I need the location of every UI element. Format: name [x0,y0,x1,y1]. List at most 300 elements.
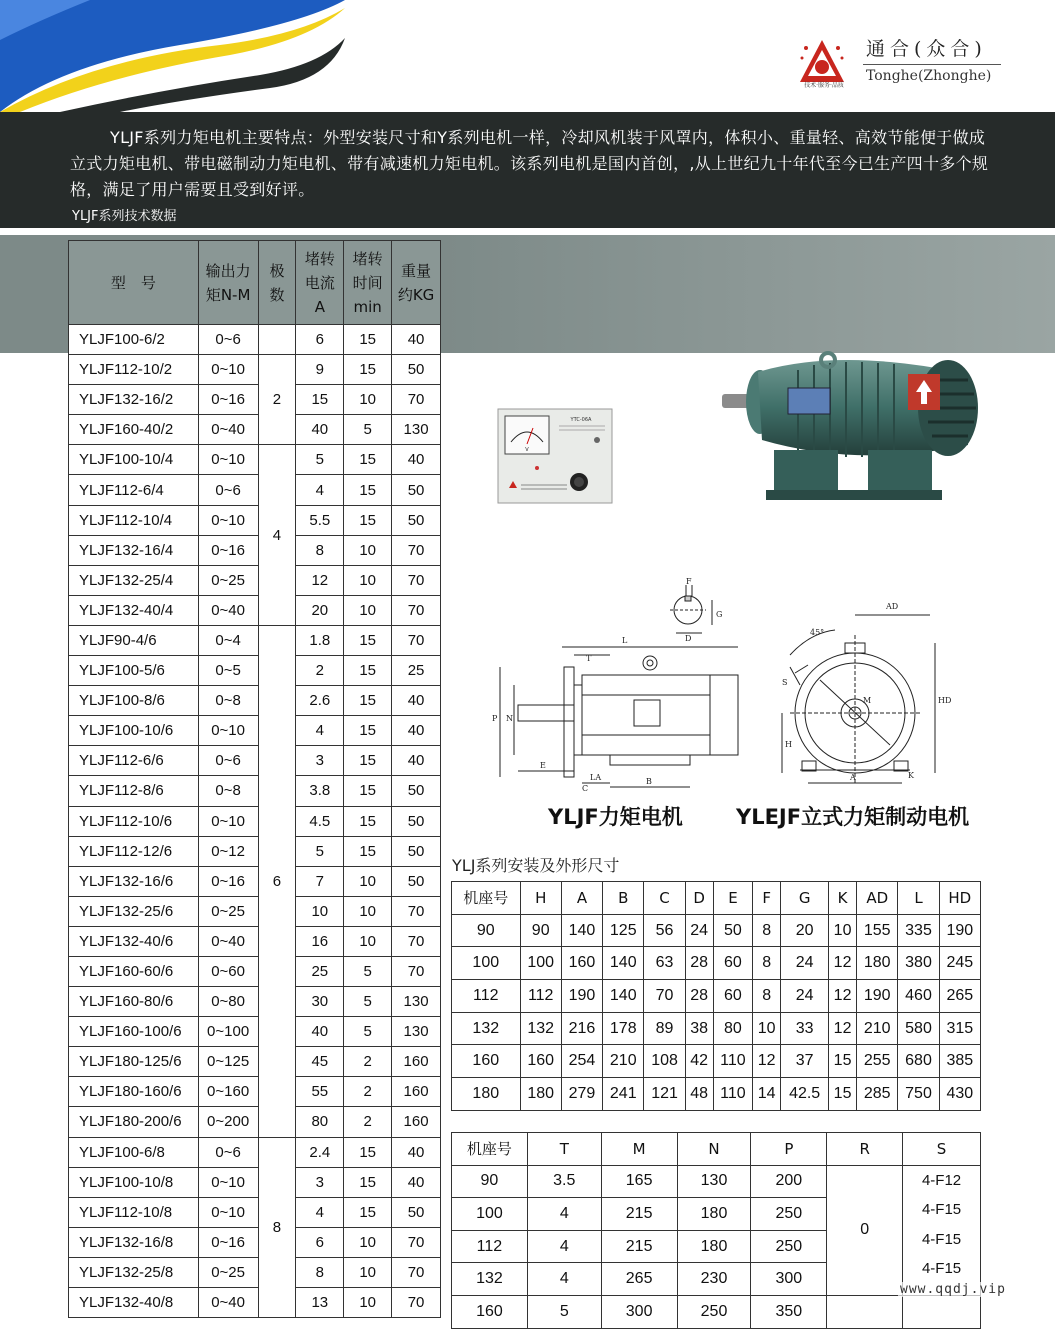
flange-cell: 4 [527,1230,601,1263]
flange-cell: 130 [677,1165,751,1198]
torque-cell: 0~6 [198,475,258,505]
model-cell: YLJF132-25/6 [69,896,199,926]
dim-cell: 140 [603,947,644,980]
flange-r-cell-empty [827,1295,903,1328]
current-cell: 3.8 [296,776,344,806]
dim-cell: 279 [561,1078,602,1111]
weight-cell: 25 [392,656,441,686]
time-cell: 10 [344,595,392,625]
spec-table-header-row [69,241,441,325]
dim-header-cell: A [561,882,602,915]
header-band [0,0,1055,228]
torque-cell: 0~8 [198,776,258,806]
time-cell: 15 [344,776,392,806]
model-cell: YLJF100-10/8 [69,1167,199,1197]
torque-cell: 0~6 [198,746,258,776]
header-time-line2: 时间 [352,273,383,292]
model-cell: YLJF112-10/2 [69,355,199,385]
model-cell: YLJF132-16/8 [69,1227,199,1257]
dim-cell: 750 [898,1078,939,1111]
flange-header-cell: 机座号 [452,1133,528,1166]
current-cell: 3 [296,746,344,776]
dim-cell: 190 [939,914,980,947]
time-cell: 10 [344,565,392,595]
label-N: N [506,714,513,723]
dim-header-cell: C [644,882,685,915]
weight-cell: 50 [392,836,441,866]
spec-row [69,896,441,926]
header-torque-line1: 输出力 [205,261,251,280]
dim-cell: 60 [713,980,753,1013]
flange-s-cell [903,1165,981,1295]
flange-s-cell-empty [903,1295,981,1328]
dim-row [452,1078,981,1111]
current-cell: 5 [296,445,344,475]
spec-table-body [69,325,441,1318]
model-cell: YLJF100-10/4 [69,445,199,475]
torque-cell: 0~16 [198,1227,258,1257]
dim-cell: 10 [753,1012,781,1045]
spec-row [69,987,441,1017]
header-weight-line2: 约KG [397,285,435,304]
header-poles [258,241,296,325]
spec-row [69,776,441,806]
model-cell: YLJF112-6/6 [69,746,199,776]
current-cell: 40 [296,415,344,445]
weight-cell: 40 [392,325,441,355]
dim-cell: 15 [829,1045,857,1078]
current-cell: 30 [296,987,344,1017]
model-cell: YLJF112-10/4 [69,505,199,535]
time-cell: 15 [344,325,392,355]
flange-cell: 250 [677,1295,751,1328]
brand-name-cn: 通合(众合) [866,38,987,60]
spec-row [69,595,441,625]
dim-cell: 160 [561,947,602,980]
header-torque-line2: 矩N-M [205,285,251,304]
torque-cell: 0~10 [198,355,258,385]
weight-cell: 70 [392,1227,441,1257]
time-cell: 10 [344,1257,392,1287]
dim-cell: 80 [713,1012,753,1045]
flange-cell: 200 [751,1165,827,1198]
dimension-drawings [490,575,1030,793]
torque-cell: 0~200 [198,1107,258,1137]
dim-cell: 15 [829,1078,857,1111]
time-cell: 10 [344,385,392,415]
weight-cell: 50 [392,866,441,896]
torque-cell: 0~40 [198,1288,258,1318]
model-cell: YLJF180-125/6 [69,1047,199,1077]
dim-cell: 42.5 [781,1078,829,1111]
dimension-table-header-row [452,882,981,915]
dim-cell: 241 [603,1078,644,1111]
torque-cell: 0~125 [198,1047,258,1077]
time-cell: 10 [344,896,392,926]
label-P: P [492,714,498,723]
weight-cell: 160 [392,1107,441,1137]
weight-cell: 50 [392,806,441,836]
dim-cell: 37 [781,1045,829,1078]
torque-cell: 0~40 [198,926,258,956]
spec-row [69,445,441,475]
spec-row [69,535,441,565]
weight-cell: 70 [392,535,441,565]
model-cell: YLJF90-4/6 [69,625,199,655]
flange-cell: 4 [527,1198,601,1231]
spec-row [69,505,441,535]
dim-row [452,947,981,980]
header-torque [198,241,258,325]
label-K: K [908,771,914,780]
time-cell: 15 [344,656,392,686]
dim-cell: 180 [452,1078,521,1111]
weight-cell: 40 [392,746,441,776]
current-cell: 45 [296,1047,344,1077]
dim-cell: 38 [685,1012,713,1045]
flange-cell: 112 [452,1230,528,1263]
dim-cell: 108 [644,1045,685,1078]
dim-cell: 160 [520,1045,561,1078]
flange-cell: 160 [452,1295,528,1328]
dim-cell: 132 [520,1012,561,1045]
dim-cell: 160 [452,1045,521,1078]
model-cell: YLJF132-40/8 [69,1288,199,1318]
torque-cell: 0~100 [198,1017,258,1047]
dim-cell: 24 [685,914,713,947]
flange-row [452,1165,981,1198]
dimension-table-body [452,914,981,1110]
flange-header-cell: M [601,1133,677,1166]
model-cell: YLJF180-200/6 [69,1107,199,1137]
spec-row [69,1227,441,1257]
dim-cell: 335 [898,914,939,947]
current-cell: 5 [296,836,344,866]
dim-row [452,980,981,1013]
weight-cell: 70 [392,595,441,625]
spec-row [69,746,441,776]
spec-row [69,1197,441,1227]
current-cell: 4 [296,475,344,505]
weight-cell: 40 [392,445,441,475]
dim-cell: 63 [644,947,685,980]
dim-cell: 8 [753,914,781,947]
time-cell: 10 [344,866,392,896]
dim-cell: 100 [452,947,521,980]
weight-cell: 160 [392,1077,441,1107]
dimension-table [451,881,981,1111]
dim-cell: 460 [898,980,939,1013]
dim-cell: 112 [520,980,561,1013]
header-model: 型 号 [69,241,199,325]
dim-cell: 33 [781,1012,829,1045]
dim-cell: 70 [644,980,685,1013]
flange-table-header-row [452,1133,981,1166]
header-current-line1: 堵转 [304,249,335,268]
time-cell: 15 [344,1137,392,1167]
weight-cell: 160 [392,1047,441,1077]
flange-row [452,1295,981,1328]
flange-cell: 230 [677,1263,751,1296]
flange-cell: 132 [452,1263,528,1296]
current-cell: 3 [296,1167,344,1197]
poles-cell: 8 [258,1137,296,1318]
weight-cell: 70 [392,896,441,926]
dim-cell: 12 [829,947,857,980]
flange-s-item: 4-F15 [921,1230,962,1248]
label-C: C [582,784,589,793]
dim-cell: 112 [452,980,521,1013]
model-cell: YLJF100-10/6 [69,716,199,746]
torque-cell: 0~10 [198,1197,258,1227]
dim-cell: 24 [781,947,829,980]
time-cell: 2 [344,1077,392,1107]
dim-cell: 255 [857,1045,898,1078]
dim-cell: 178 [603,1012,644,1045]
flange-cell: 3.5 [527,1165,601,1198]
torque-cell: 0~40 [198,595,258,625]
header-poles-line1: 极 [269,261,285,280]
spec-row [69,1288,441,1318]
dim-header-cell: AD [857,882,898,915]
watermark: www.qqdj.vip [900,1282,1006,1297]
model-cell: YLJF132-16/4 [69,535,199,565]
label-F: F [686,577,692,586]
dim-cell: 140 [603,980,644,1013]
weight-cell: 130 [392,987,441,1017]
dim-cell: 254 [561,1045,602,1078]
label-M: M [863,696,872,705]
current-cell: 5.5 [296,505,344,535]
weight-cell: 50 [392,475,441,505]
label-T: T [586,654,592,663]
current-cell: 80 [296,1107,344,1137]
current-cell: 6 [296,1227,344,1257]
dim-cell: 110 [713,1078,753,1111]
dim-header-cell: D [685,882,713,915]
current-cell: 2.6 [296,686,344,716]
torque-cell: 0~40 [198,415,258,445]
weight-cell: 40 [392,1167,441,1197]
dim-cell: 125 [603,914,644,947]
current-cell: 4 [296,1197,344,1227]
flange-cell: 250 [751,1198,827,1231]
flange-cell: 90 [452,1165,528,1198]
header-current [296,241,344,325]
spec-row [69,1137,441,1167]
tech-data-caption: YLJF系列技术数据 [72,209,177,224]
time-cell: 5 [344,956,392,986]
current-cell: 20 [296,595,344,625]
time-cell: 5 [344,1017,392,1047]
header-time [344,241,392,325]
current-cell: 13 [296,1288,344,1318]
dim-cell: 24 [781,980,829,1013]
flange-table [451,1132,981,1329]
weight-cell: 40 [392,716,441,746]
current-cell: 6 [296,325,344,355]
dim-row [452,914,981,947]
current-cell: 12 [296,565,344,595]
spec-row [69,1107,441,1137]
dim-cell: 385 [939,1045,980,1078]
dim-cell: 48 [685,1078,713,1111]
dim-header-cell: K [829,882,857,915]
flange-s-item: 4-F15 [921,1260,962,1278]
dim-cell: 430 [939,1078,980,1111]
header-time-line3: min [353,297,382,316]
weight-cell: 130 [392,1017,441,1047]
flange-cell: 300 [601,1295,677,1328]
poles-cell-empty [258,325,296,355]
time-cell: 15 [344,716,392,746]
dim-cell: 90 [452,914,521,947]
torque-cell: 0~12 [198,836,258,866]
label-A: A [850,773,856,782]
flange-cell: 5 [527,1295,601,1328]
model-cell: YLJF132-40/6 [69,926,199,956]
spec-row [69,686,441,716]
weight-cell: 50 [392,1197,441,1227]
model-cell: YLJF112-10/6 [69,806,199,836]
poles-cell: 2 [258,355,296,445]
weight-cell: 70 [392,956,441,986]
spec-row [69,355,441,385]
model-cell: YLJF160-40/2 [69,415,199,445]
dim-cell: 89 [644,1012,685,1045]
weight-cell: 130 [392,415,441,445]
weight-cell: 50 [392,776,441,806]
flange-header-cell: T [527,1133,601,1166]
label-H: H [785,740,792,749]
torque-cell: 0~8 [198,686,258,716]
torque-cell: 0~16 [198,385,258,415]
dim-cell: 100 [520,947,561,980]
spec-row [69,415,441,445]
dim-cell: 12 [829,980,857,1013]
header-current-line2: 电流 [304,273,335,292]
header-current-line3: A [314,297,325,316]
current-cell: 25 [296,956,344,986]
current-cell: 10 [296,896,344,926]
spec-row [69,836,441,866]
time-cell: 2 [344,1047,392,1077]
flange-cell: 300 [751,1263,827,1296]
model-cell: YLJF132-40/4 [69,595,199,625]
spec-row [69,1047,441,1077]
brand-divider [863,64,1001,65]
spec-row [69,385,441,415]
torque-cell: 0~6 [198,1137,258,1167]
brand-name-en: Tonghe(Zhonghe) [866,68,992,84]
flange-header-cell: P [751,1133,827,1166]
flange-cell: 180 [677,1198,751,1231]
torque-cell: 0~4 [198,625,258,655]
model-cell: YLJF132-25/4 [69,565,199,595]
weight-cell: 40 [392,1137,441,1167]
current-cell: 8 [296,535,344,565]
time-cell: 15 [344,686,392,716]
dim-cell: 680 [898,1045,939,1078]
spec-row [69,866,441,896]
weight-cell: 70 [392,565,441,595]
flange-cell: 100 [452,1198,528,1231]
dim-cell: 132 [452,1012,521,1045]
model-cell: YLJF132-25/8 [69,1257,199,1287]
flange-cell: 215 [601,1230,677,1263]
time-cell: 5 [344,987,392,1017]
dim-header-cell: HD [939,882,980,915]
time-cell: 15 [344,445,392,475]
weight-cell: 70 [392,1288,441,1318]
dim-cell: 121 [644,1078,685,1111]
weight-cell: 70 [392,926,441,956]
flange-header-cell: R [827,1133,903,1166]
flange-r-cell: 0 [827,1165,903,1295]
current-cell: 40 [296,1017,344,1047]
torque-cell: 0~6 [198,325,258,355]
model-cell: YLJF132-16/2 [69,385,199,415]
dimension-caption: YLJ系列安装及外形尺寸 [452,856,620,875]
current-cell: 1.8 [296,625,344,655]
torque-cell: 0~160 [198,1077,258,1107]
torque-cell: 0~10 [198,1167,258,1197]
flange-cell: 215 [601,1198,677,1231]
label-D: D [685,634,692,643]
spec-row [69,926,441,956]
spec-row [69,1167,441,1197]
current-cell: 4.5 [296,806,344,836]
dim-cell: 190 [857,980,898,1013]
spec-row [69,325,441,355]
flange-table-body [452,1165,981,1328]
model-cell: YLJF132-16/6 [69,866,199,896]
weight-cell: 50 [392,505,441,535]
model-cell: YLJF112-10/8 [69,1197,199,1227]
model-cell: YLJF160-80/6 [69,987,199,1017]
label-angle: 45° [810,628,825,637]
flange-cell: 250 [751,1230,827,1263]
weight-cell: 70 [392,385,441,415]
dim-header-cell: B [603,882,644,915]
spec-row [69,806,441,836]
dim-cell: 180 [857,947,898,980]
dim-header-cell: E [713,882,753,915]
model-cell: YLJF100-6/2 [69,325,199,355]
spec-row [69,956,441,986]
controller-photo [497,408,613,504]
label-HD: HD [938,696,952,705]
dim-cell: 50 [713,914,753,947]
dim-cell: 12 [829,1012,857,1045]
spec-row [69,475,441,505]
dim-row [452,1045,981,1078]
dim-cell: 190 [561,980,602,1013]
spec-row [69,716,441,746]
time-cell: 10 [344,926,392,956]
label-B: B [646,777,652,786]
dim-cell: 28 [685,980,713,1013]
dim-cell: 90 [520,914,561,947]
model-cell: YLJF160-100/6 [69,1017,199,1047]
model-cell: YLJF180-160/6 [69,1077,199,1107]
torque-cell: 0~16 [198,866,258,896]
table-header-band-right [440,235,1055,353]
controller-model-text: YTC-06A [570,417,592,423]
model-cell: YLJF112-12/6 [69,836,199,866]
spec-row [69,1017,441,1047]
label-AD: AD [886,602,899,611]
